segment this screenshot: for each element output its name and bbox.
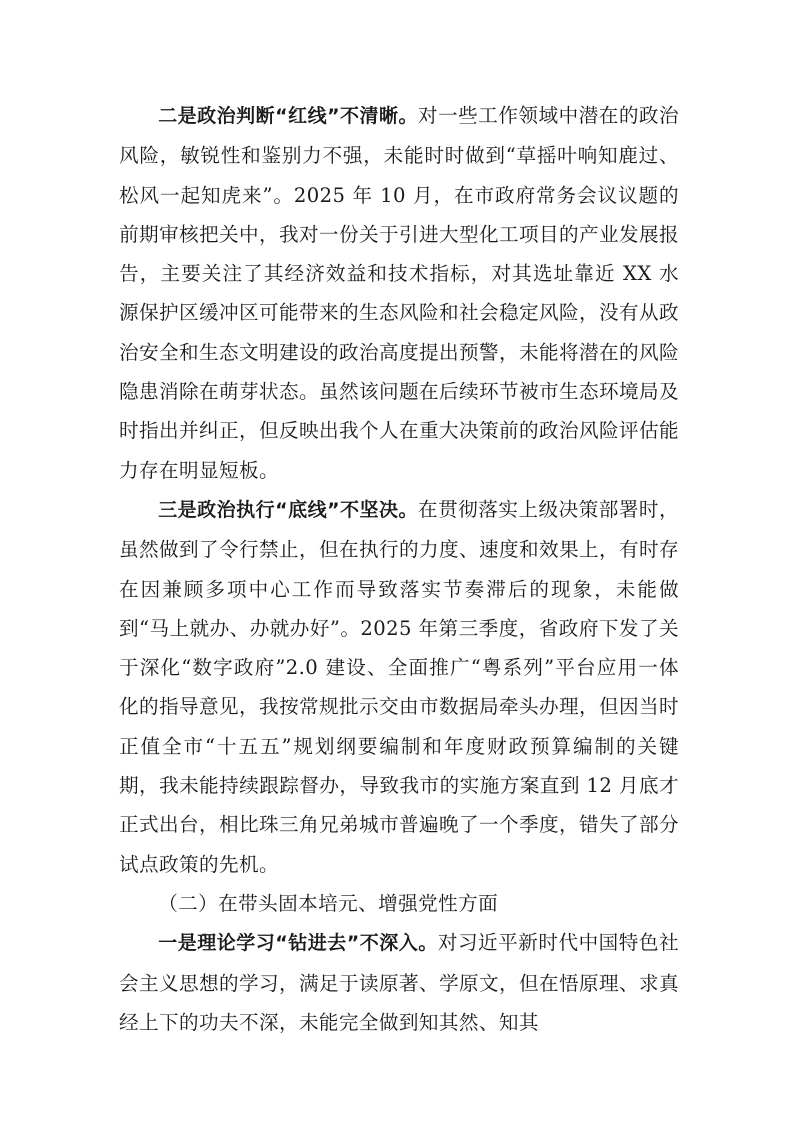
paragraph-body: 对习近平新时代中国特色社会主义思想的学习，满足于读原著、学原文，但在悟原理、求真经上下的功夫不深，未能完全做到知其然、知其 xyxy=(119,931,679,1034)
paragraph-body: 对一些工作领域中潜在的政治风险，敏锐性和鉴别力不强，未能时时做到“草摇叶响知鹿过、松风一起知虎来”。2025 年 10 月，在市政府常务会议议题的前期审核把关中，我对一份关于引进大型化工项目的产业发展报告，主要关注了其经济效益和技术指标，对其选址靠近 XX 水源保护区缓冲区可能带来的生态风险和社会稳定风险，没有从政治安全和生态文明建设的政治高度提出预警，未能将潜在的风险隐患消除在萌芽状态。虽然该问题在后续环节被市生态环境局及时指出并纠正，但反映出我个人在重大决策前的政治风险评估能力存在明显短板。 xyxy=(119,104,680,482)
paragraph-body: 在贯彻落实上级决策部署时，虽然做到了令行禁止，但在执行的力度、速度和效果上，有时存在因兼顾多项中心工作而导致落实节奏滞后的现象，未能做到“马上就办、办就办好”。2025 年第三季度，省政府下发了关于深化“数字政府”2.0 建设、全面推广“粤系列”平台应用一体化的指导意见，我按常规批示交由市数据局牵头办理，但因当时正值全市“十五五”规划纲要编制和年度财政预算编制的关键期，我未能持续跟踪督办，导致我市的实施方案直到 12 月底才正式出台，相比珠三角兄弟城市普遍晚了一个季度，错失了部分试点政策的先机。 xyxy=(119,497,680,876)
paragraph-political-execution xyxy=(119,490,679,884)
paragraph-lead: 一是理论学习“钻进去”不深入。 xyxy=(158,932,438,955)
paragraph-political-judgment xyxy=(119,96,679,490)
paragraph-lead: 二是政治判断“红线”不清晰。 xyxy=(158,105,419,127)
paragraph-lead: 三是政治执行“底线”不坚决。 xyxy=(158,498,419,521)
section-subheading: （二）在带头固本培元、增强党性方面 xyxy=(158,891,499,915)
document-body xyxy=(119,96,679,1042)
paragraph-theory-study xyxy=(119,923,679,1042)
